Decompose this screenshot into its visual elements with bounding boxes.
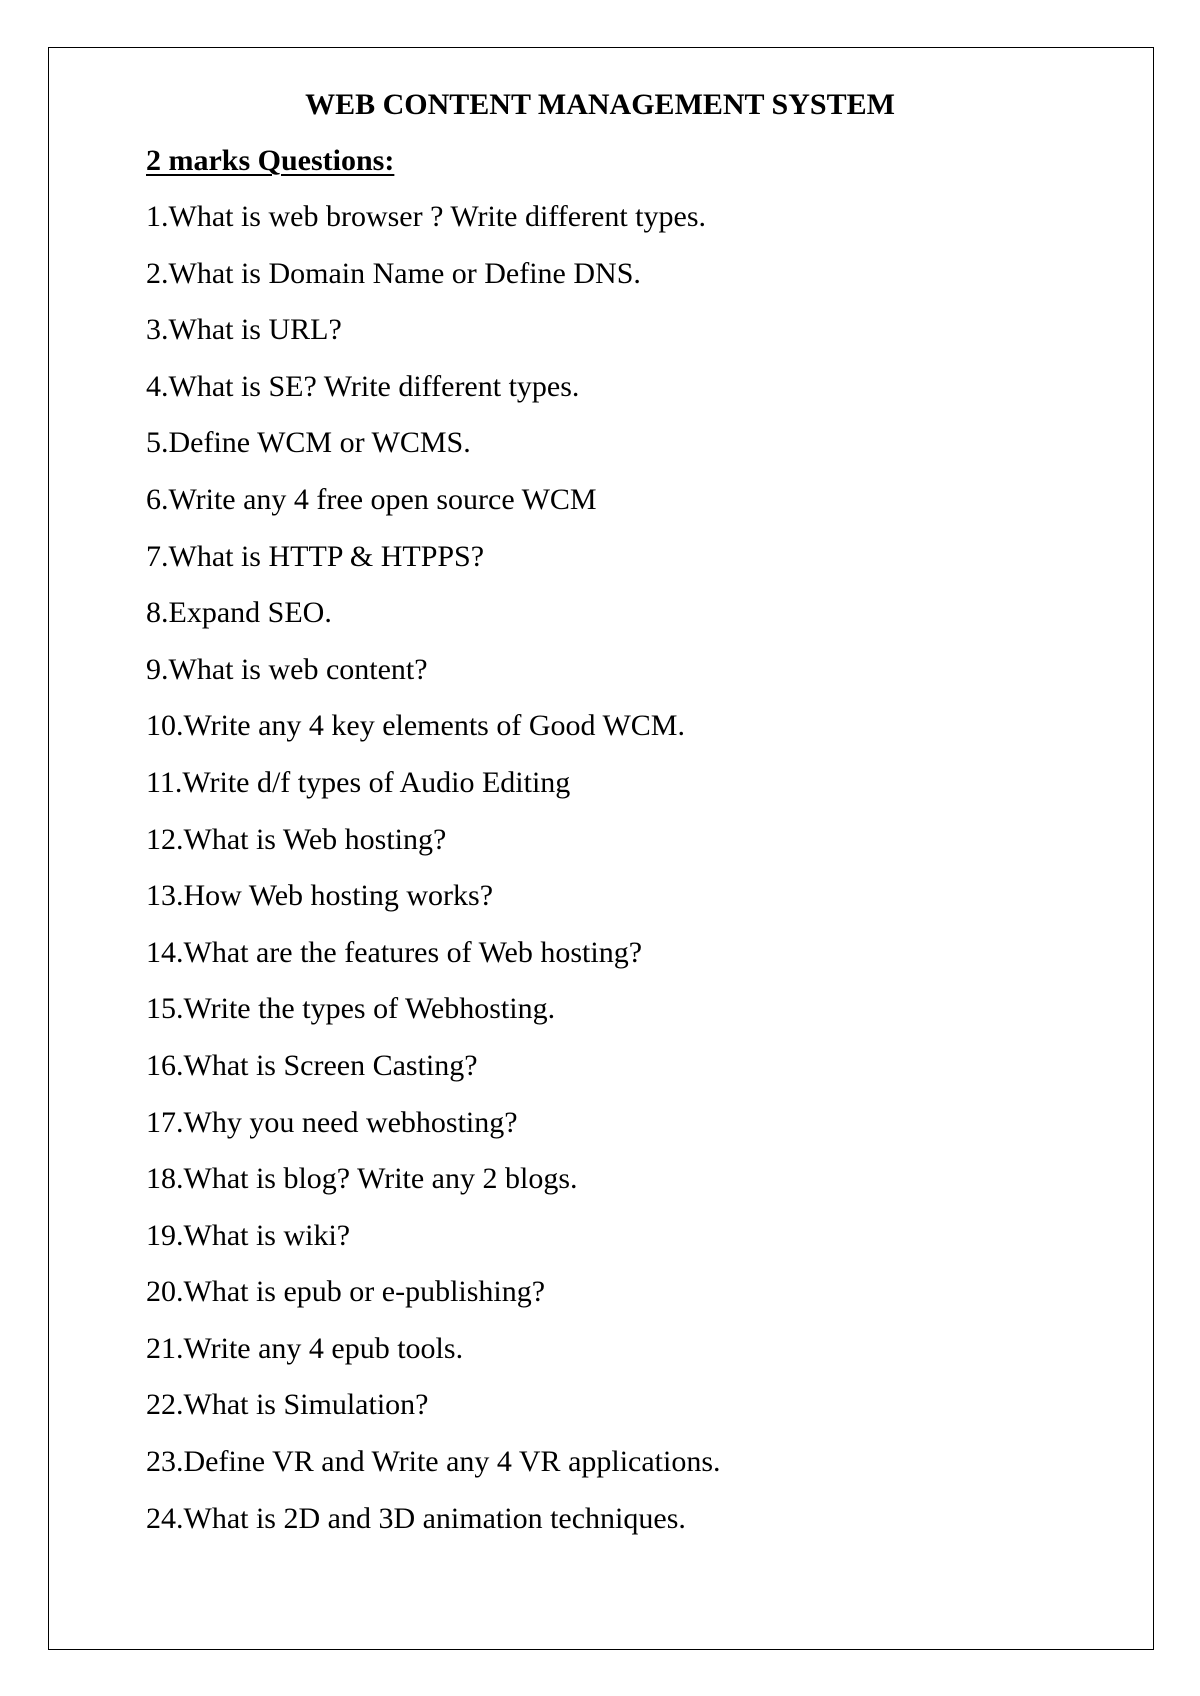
question-item: 8.Expand SEO.	[146, 596, 332, 630]
question-item: 4.What is SE? Write different types.	[146, 369, 580, 403]
question-item: 10.Write any 4 key elements of Good WCM.	[146, 709, 685, 743]
question-list	[146, 199, 721, 1557]
document-title: WEB CONTENT MANAGEMENT SYSTEM	[305, 88, 895, 121]
question-item: 14.What are the features of Web hosting?	[146, 935, 643, 969]
question-item: 12.What is Web hosting?	[146, 822, 447, 856]
question-item: 21.Write any 4 epub tools.	[146, 1331, 464, 1365]
question-item: 11.Write d/f types of Audio Editing	[146, 765, 571, 799]
question-item: 13.How Web hosting works?	[146, 879, 494, 913]
question-item: 23.Define VR and Write any 4 VR applications.	[146, 1445, 721, 1479]
question-item: 9.What is web content?	[146, 652, 428, 686]
question-item: 15.Write the types of Webhosting.	[146, 992, 556, 1026]
question-item: 6.Write any 4 free open source WCM	[146, 482, 597, 516]
question-item: 22.What is Simulation?	[146, 1388, 429, 1422]
question-item: 5.Define WCM or WCMS.	[146, 426, 471, 460]
question-item: 1.What is web browser ? Write different types.	[146, 200, 707, 233]
question-item: 16.What is Screen Casting?	[146, 1048, 478, 1082]
question-item: 20.What is epub or e-publishing?	[146, 1275, 546, 1309]
question-item: 2.What is Domain Name or Define DNS.	[146, 256, 641, 290]
question-item: 19.What is wiki?	[146, 1218, 351, 1252]
question-item: 24.What is 2D and 3D animation techniques.	[146, 1501, 686, 1535]
question-item: 17.Why you need webhosting?	[146, 1105, 518, 1139]
question-item: 7.What is HTTP & HTPPS?	[146, 539, 485, 573]
question-item: 18.What is blog? Write any 2 blogs.	[146, 1162, 578, 1196]
question-item: 3.What is URL?	[146, 313, 342, 347]
section-heading: 2 marks Questions:	[146, 144, 395, 177]
